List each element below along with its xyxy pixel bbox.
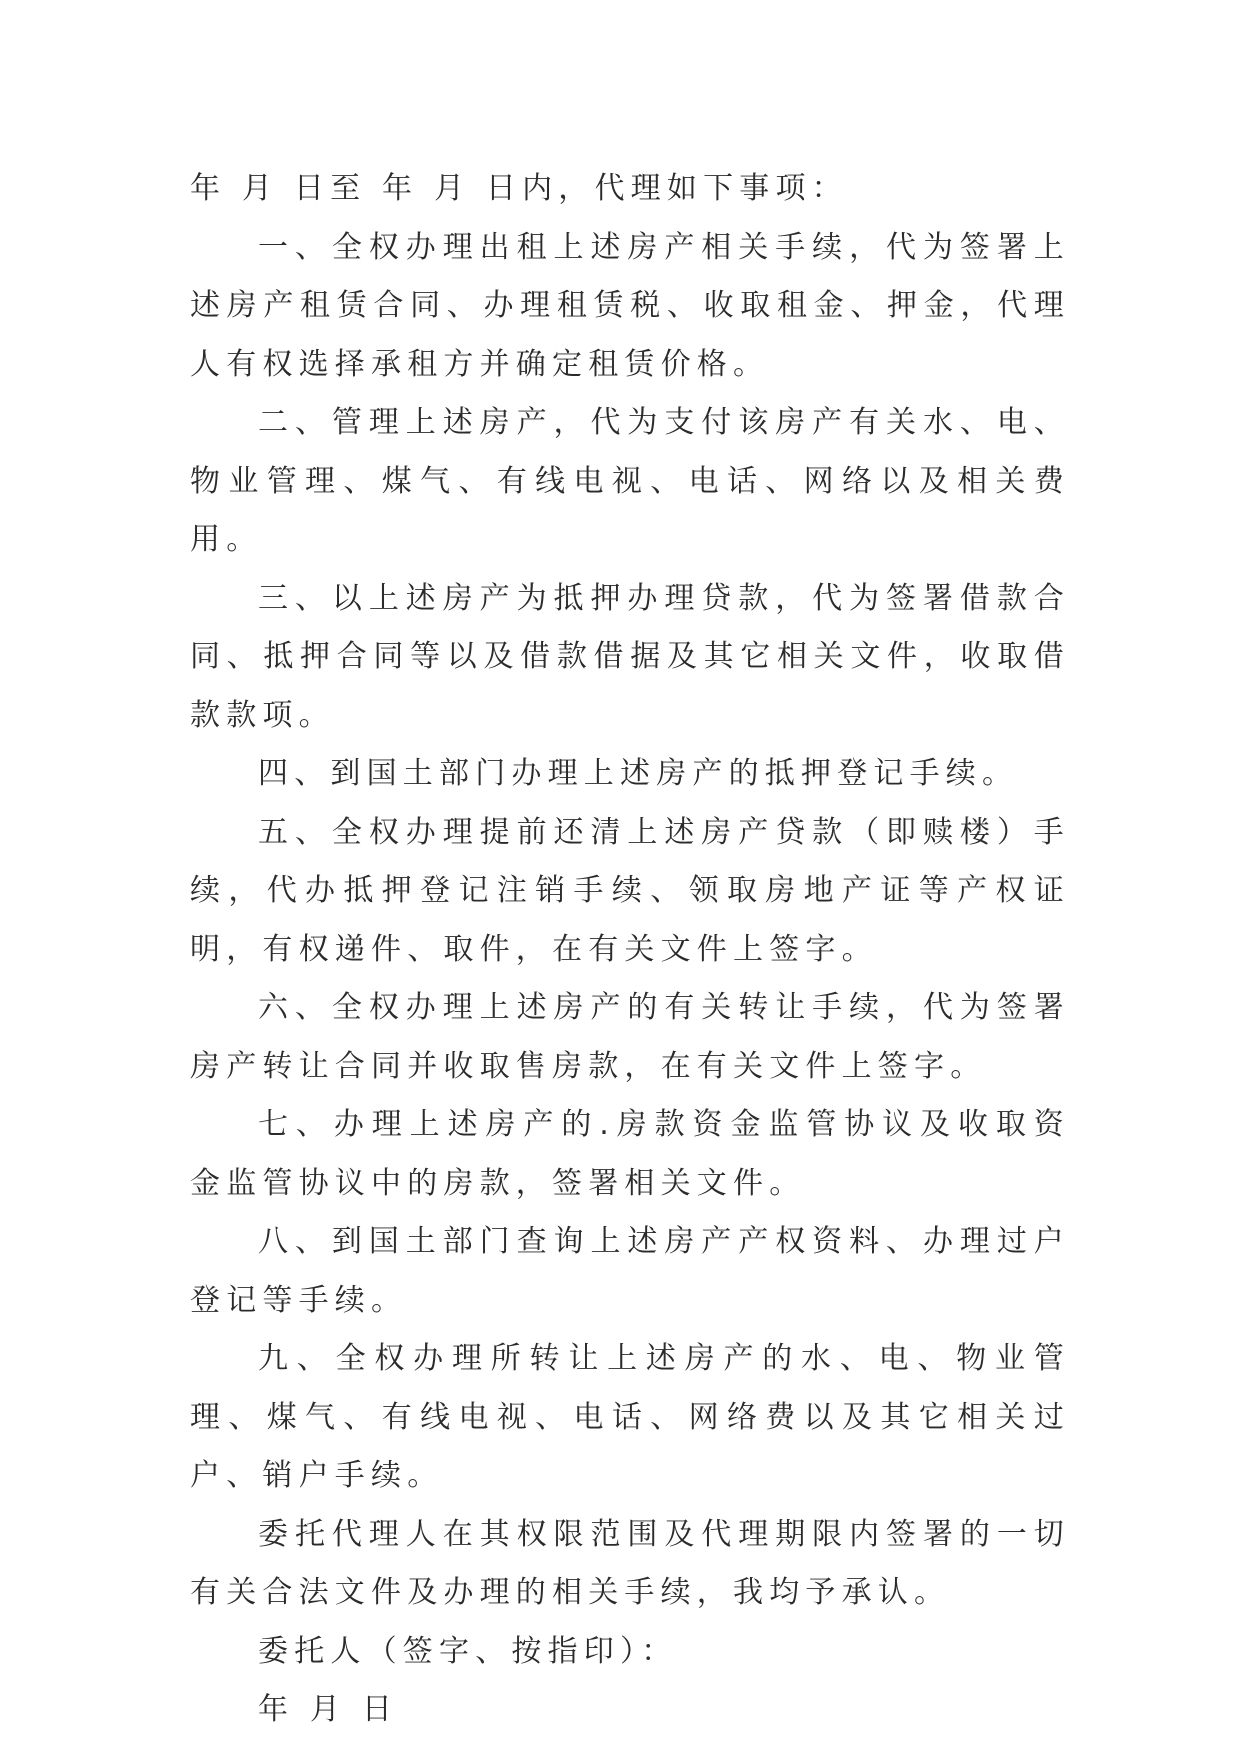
document-body: [190, 160, 1070, 1740]
item-2-paragraph: 二、管理上述房产，代为支付该房产有关水、电、物业管理、煤气、有线电视、电话、网络以及相关费用。: [190, 405, 1070, 557]
item-6-paragraph: 六、全权办理上述房产的有关转让手续，代为签署房产转让合同并收取售房款，在有关文件上签字。: [190, 990, 1070, 1084]
item-9-paragraph: 九、全权办理所转让上述房产的水、电、物业管理、煤气、有线电视、电话、网络费以及其它相关过户、销户手续。: [190, 1341, 1070, 1493]
item-5-paragraph: 五、全权办理提前还清上述房产贷款（即赎楼）手续，代办抵押登记注销手续、领取房地产证等产权证明，有权递件、取件，在有关文件上签字。: [190, 814, 1070, 967]
item-1-paragraph: 一、全权办理出租上述房产相关手续，代为签署上述房产租赁合同、办理租赁税、收取租金、押金，代理人有权选择承租方并确定租赁价格。: [190, 229, 1070, 382]
acknowledgement-paragraph: 委托代理人在其权限范围及代理期限内签署的一切有关合法文件及办理的相关手续，我均予承认。: [190, 1516, 1070, 1610]
signature-date-line: 年 月 日: [258, 1692, 399, 1727]
item-7-paragraph: 七、办理上述房产的.房款资金监管协议及收取资金监管协议中的房款，签署相关文件。: [190, 1107, 1070, 1201]
item-8-paragraph: 八、到国土部门查询上述房产产权资料、办理过户登记等手续。: [190, 1224, 1070, 1318]
item-3-paragraph: 三、以上述房产为抵押办理贷款，代为签署借款合同、抵押合同等以及借款借据及其它相关文件，收取借款款项。: [190, 580, 1070, 733]
principal-signature-line: 委托人（签字、按指印）：: [258, 1633, 678, 1669]
period-line: 年 月 日至 年 月 日内，代理如下事项：: [190, 171, 848, 206]
item-4-paragraph: 四、到国土部门办理上述房产的抵押登记手续。: [258, 756, 1019, 791]
